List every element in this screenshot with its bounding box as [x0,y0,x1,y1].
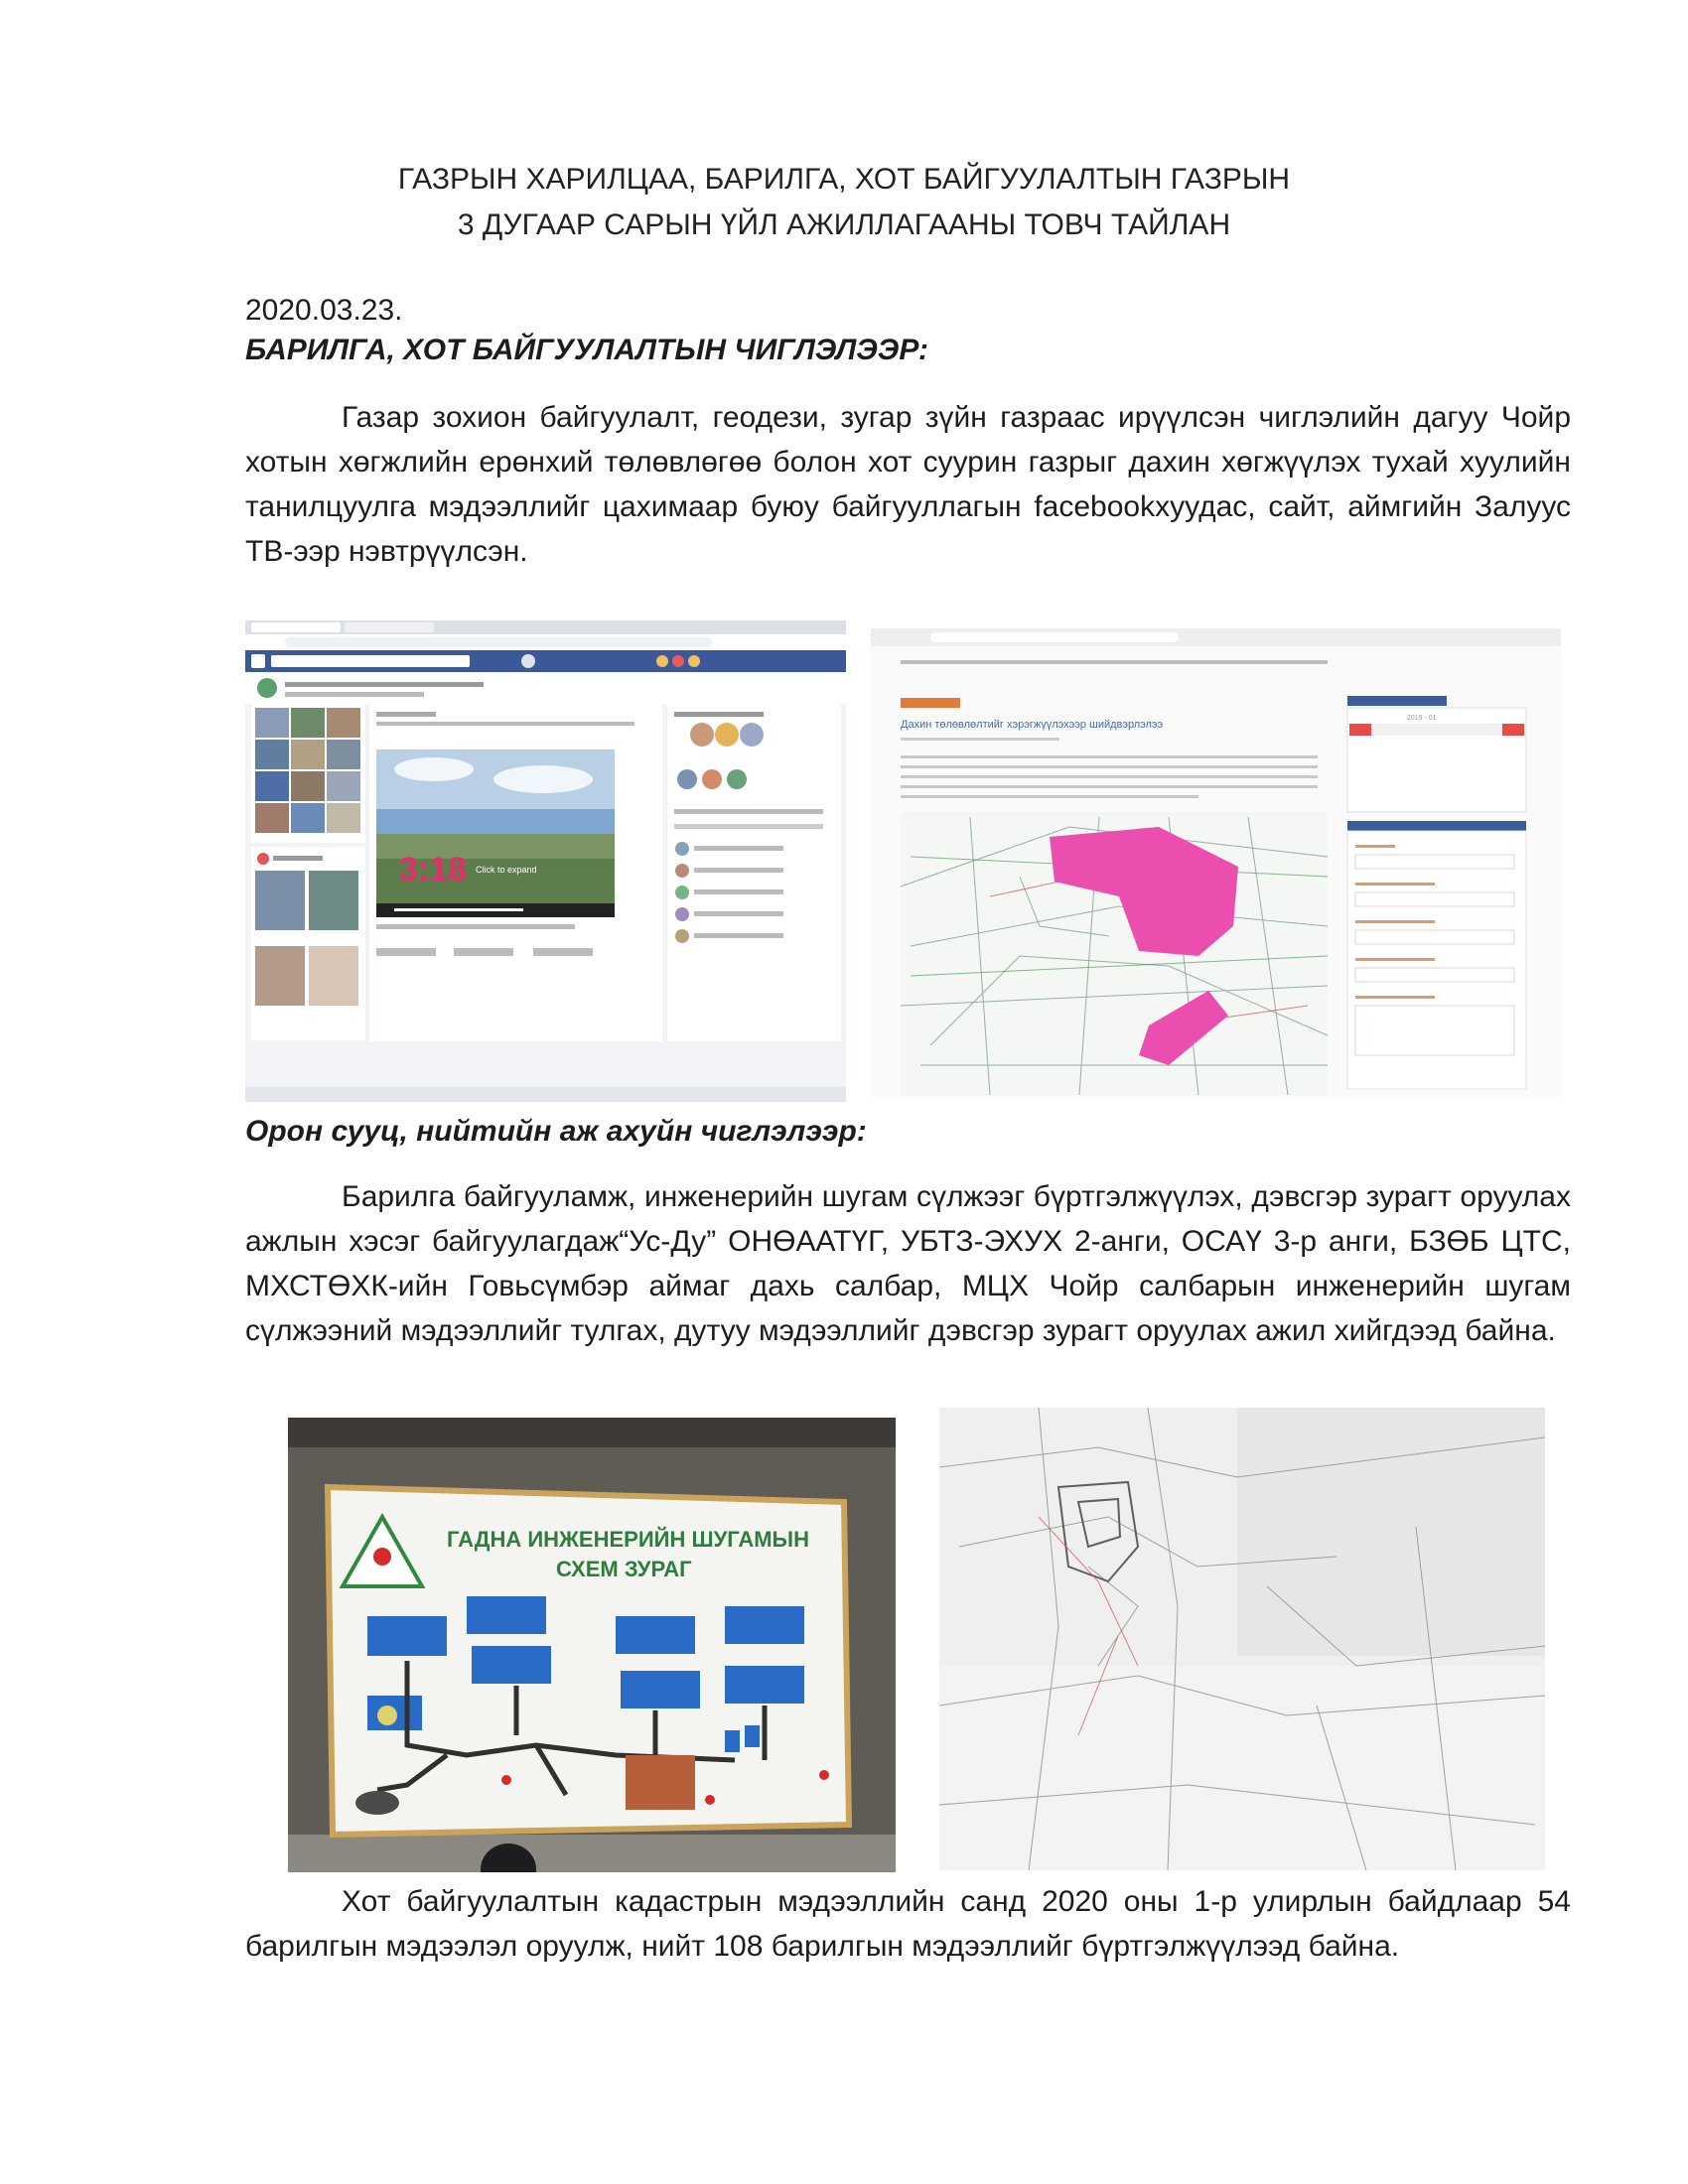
paragraph-cadastral: Хот байгуулалтын кадастрын мэдээллийн санд 2020 оны 1-р улирлын байдлаар 54 барилгын мэдээлэл оруулж, нийт 108 барилгын мэдээллийг бүртгэлжүүлээд байна. [245,1885,1571,1963]
title-line-2: 3 ДУГААР САРЫН ҮЙЛ АЖИЛЛАГААНЫ ТОВЧ ТАЙЛАН [457,208,1231,241]
article-title: Дахин төлөвлөлтийг хэрэгжүүлэхээр шийдвэрлэлээ [901,719,1164,731]
calendar-year: 2019 - 01 [1407,715,1437,722]
board-title-line-2: СХЕМ ЗУРАГ [556,1557,692,1581]
document-title [0,157,1688,248]
website-screenshot [871,628,1561,1097]
engineering-scheme-board-photo [288,1418,896,1872]
cadastral-paper-map-photo [939,1408,1545,1870]
video-time-overlay: 3:18 [399,851,468,888]
paragraph-housing: Барилга байгууламж, инженерийн шугам сүлжээг бүртгэлжүүлэх, дэвсгэр зурагт оруулах ажлын хэсэг байгуулагдаж“Ус-Ду” ОНӨААТҮГ, УБТЗ-ЭХУХ 2-анги, ОСАҮ 3-р анги, БЗӨБ ЦТС, МХСТӨХК-ийн Говьсүмбэр аймаг дахь салбар, МЦХ Чойр салбарын инженерийн шугам сүлжээний мэдээллийг тулгах, дутуу мэдээллийг дэвсгэр зурагт оруулах ажил хийгдээд байна. [245,1180,1571,1347]
paragraph-construction: Газар зохион байгуулалт, геодези, зугар зүйн газраас ирүүлсэн чиглэлийн дагуу Чойр хотын хөгжлийн ерөнхий төлөвлөгөө болон хот суурин газрыг дахин хөгжүүлэх тухай хуулийн танилцуулга мэдээллийг цахимаар буюу байгууллагын facebookхуудас, сайт, аймгийн Залуус ТВ-ээр нэвтрүүлсэн. [245,401,1571,568]
title-line-1: ГАЗРЫН ХАРИЛЦАА, БАРИЛГА, ХОТ БАЙГУУЛАЛТЫН ГАЗРЫН [397,163,1291,196]
section-heading-construction: БАРИЛГА, ХОТ БАЙГУУЛАЛТЫН ЧИГЛЭЛЭЭР: [245,334,928,366]
video-overlay-text: Click to expand [476,865,537,875]
board-title-line-1: ГАДНА ИНЖЕНЕРИЙН ШУГАМЫН [447,1527,809,1552]
report-date: 2020.03.23. [245,294,403,327]
section-heading-housing: Орон сууц, нийтийн аж ахуйн чиглэлээр: [245,1115,867,1148]
facebook-page-screenshot [245,620,846,1102]
